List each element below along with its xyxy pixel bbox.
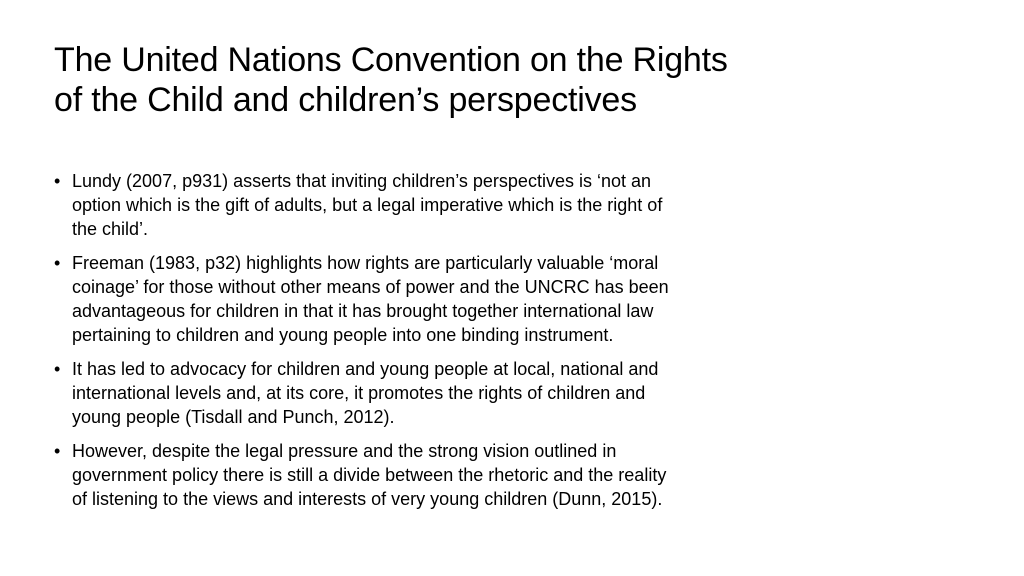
bullet-marker: •	[54, 359, 61, 379]
bullet-line: young people (Tisdall and Punch, 2012).	[72, 407, 395, 427]
title-line: The United Nations Convention on the Rights	[54, 41, 728, 79]
bullet-line: advantageous for children in that it has brought together international law	[72, 301, 654, 321]
bullet-line: international levels and, at its core, it promotes the rights of children and	[72, 383, 646, 403]
bullet-line: the child’.	[72, 219, 149, 239]
bullet-line: It has led to advocacy for children and young people at local, national and	[72, 359, 659, 379]
bullet-text	[72, 357, 814, 429]
title-line: of the Child and children’s perspectives	[54, 81, 637, 119]
bullet-item	[54, 439, 814, 511]
bullet-line: option which is the gift of adults, but a legal imperative which is the right of	[72, 195, 663, 215]
bullet-line: coinage’ for those without other means of power and the UNCRC has been	[72, 277, 669, 297]
bullet-text	[72, 439, 814, 511]
bullet-item	[54, 169, 814, 241]
bullet-line: Lundy (2007, p931) asserts that inviting children’s perspectives is ‘not an	[72, 171, 651, 191]
bullet-line: government policy there is still a divide between the rhetoric and the reality	[72, 465, 667, 485]
bullet-line: Freeman (1983, p32) highlights how rights are particularly valuable ‘moral	[72, 253, 659, 273]
bullet-list	[54, 169, 814, 521]
bullet-text	[72, 251, 814, 347]
bullet-marker: •	[54, 253, 61, 273]
bullet-line: of listening to the views and interests of very young children (Dunn, 2015).	[72, 489, 663, 509]
bullet-text	[72, 169, 814, 241]
bullet-marker: •	[54, 171, 61, 191]
slide-title	[54, 40, 874, 120]
bullet-item	[54, 357, 814, 429]
bullet-line: However, despite the legal pressure and the strong vision outlined in	[72, 441, 617, 461]
bullet-marker: •	[54, 441, 61, 461]
bullet-line: pertaining to children and young people into one binding instrument.	[72, 325, 614, 345]
bullet-item	[54, 251, 814, 347]
